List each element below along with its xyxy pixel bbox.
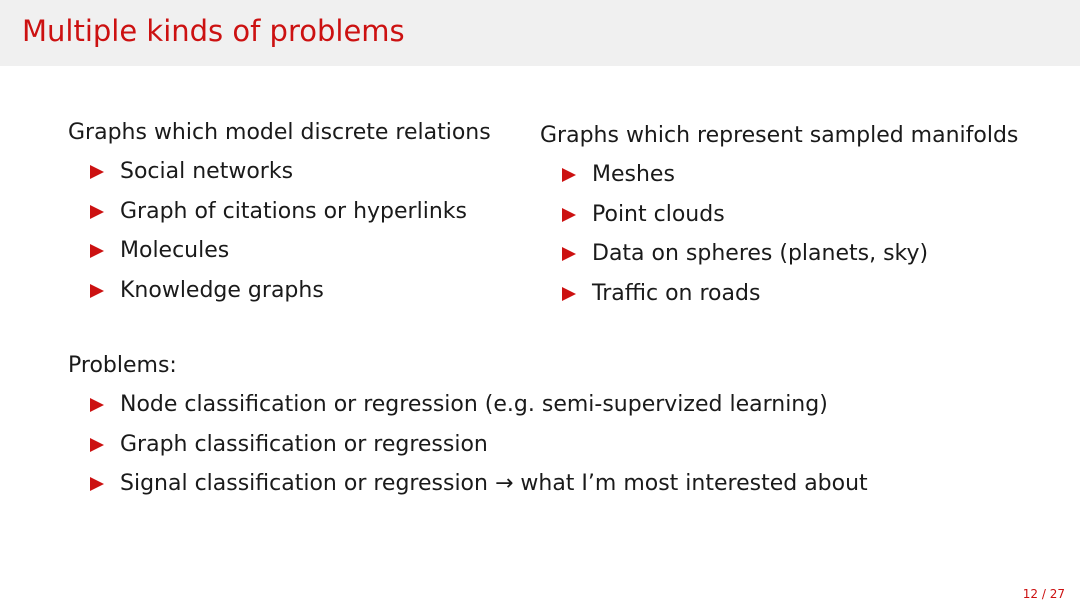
list-item [540, 199, 1018, 239]
list-item [540, 238, 1018, 278]
list-item-label: Graph classification or regression [120, 431, 488, 457]
list-item [68, 235, 491, 275]
list-item-label: Social networks [120, 159, 294, 184]
triangle-bullet-icon [562, 208, 576, 222]
triangle-bullet-icon [90, 205, 104, 219]
list-item [68, 156, 491, 196]
triangle-bullet-icon [562, 168, 576, 182]
list-item [540, 159, 1018, 199]
left-column-list [68, 156, 491, 314]
triangle-bullet-icon [90, 477, 104, 491]
left-column [68, 117, 491, 314]
right-column-heading: Graphs which represent sampled manifolds [540, 123, 1019, 148]
right-column [540, 120, 1018, 317]
list-item-label: Molecules [120, 238, 230, 263]
list-item-label: Signal classification or regression → what I’m most interested about [120, 471, 868, 496]
list-item [540, 278, 1018, 318]
title-bar [0, 0, 1080, 66]
triangle-bullet-icon [90, 284, 104, 298]
triangle-bullet-icon [90, 438, 104, 452]
list-item [68, 468, 868, 508]
problems-list [68, 389, 868, 508]
list-item-label: Traffic on roads [592, 280, 761, 306]
list-item-label: Point clouds [592, 201, 725, 227]
list-item [68, 429, 868, 469]
left-column-heading: Graphs which model discrete relations [68, 120, 491, 145]
triangle-bullet-icon [562, 287, 576, 301]
problems-section [68, 350, 868, 508]
slide-title: Multiple kinds of problems [22, 14, 405, 48]
list-item-label: Meshes [592, 162, 675, 187]
triangle-bullet-icon [90, 398, 104, 412]
list-item-label: Node classification or regression (e.g. semi-supervized learning) [120, 392, 828, 417]
right-column-list [540, 159, 1018, 317]
list-item [68, 275, 491, 315]
problems-heading: Problems: [68, 353, 177, 378]
triangle-bullet-icon [562, 247, 576, 261]
list-item-label: Graph of citations or hyperlinks [120, 198, 467, 224]
triangle-bullet-icon [90, 165, 104, 179]
list-item [68, 389, 868, 429]
list-item-label: Data on spheres (planets, sky) [592, 241, 929, 266]
list-item [68, 196, 491, 236]
page-number: 12 / 27 [1022, 587, 1065, 601]
triangle-bullet-icon [90, 244, 104, 258]
list-item-label: Knowledge graphs [120, 277, 324, 303]
